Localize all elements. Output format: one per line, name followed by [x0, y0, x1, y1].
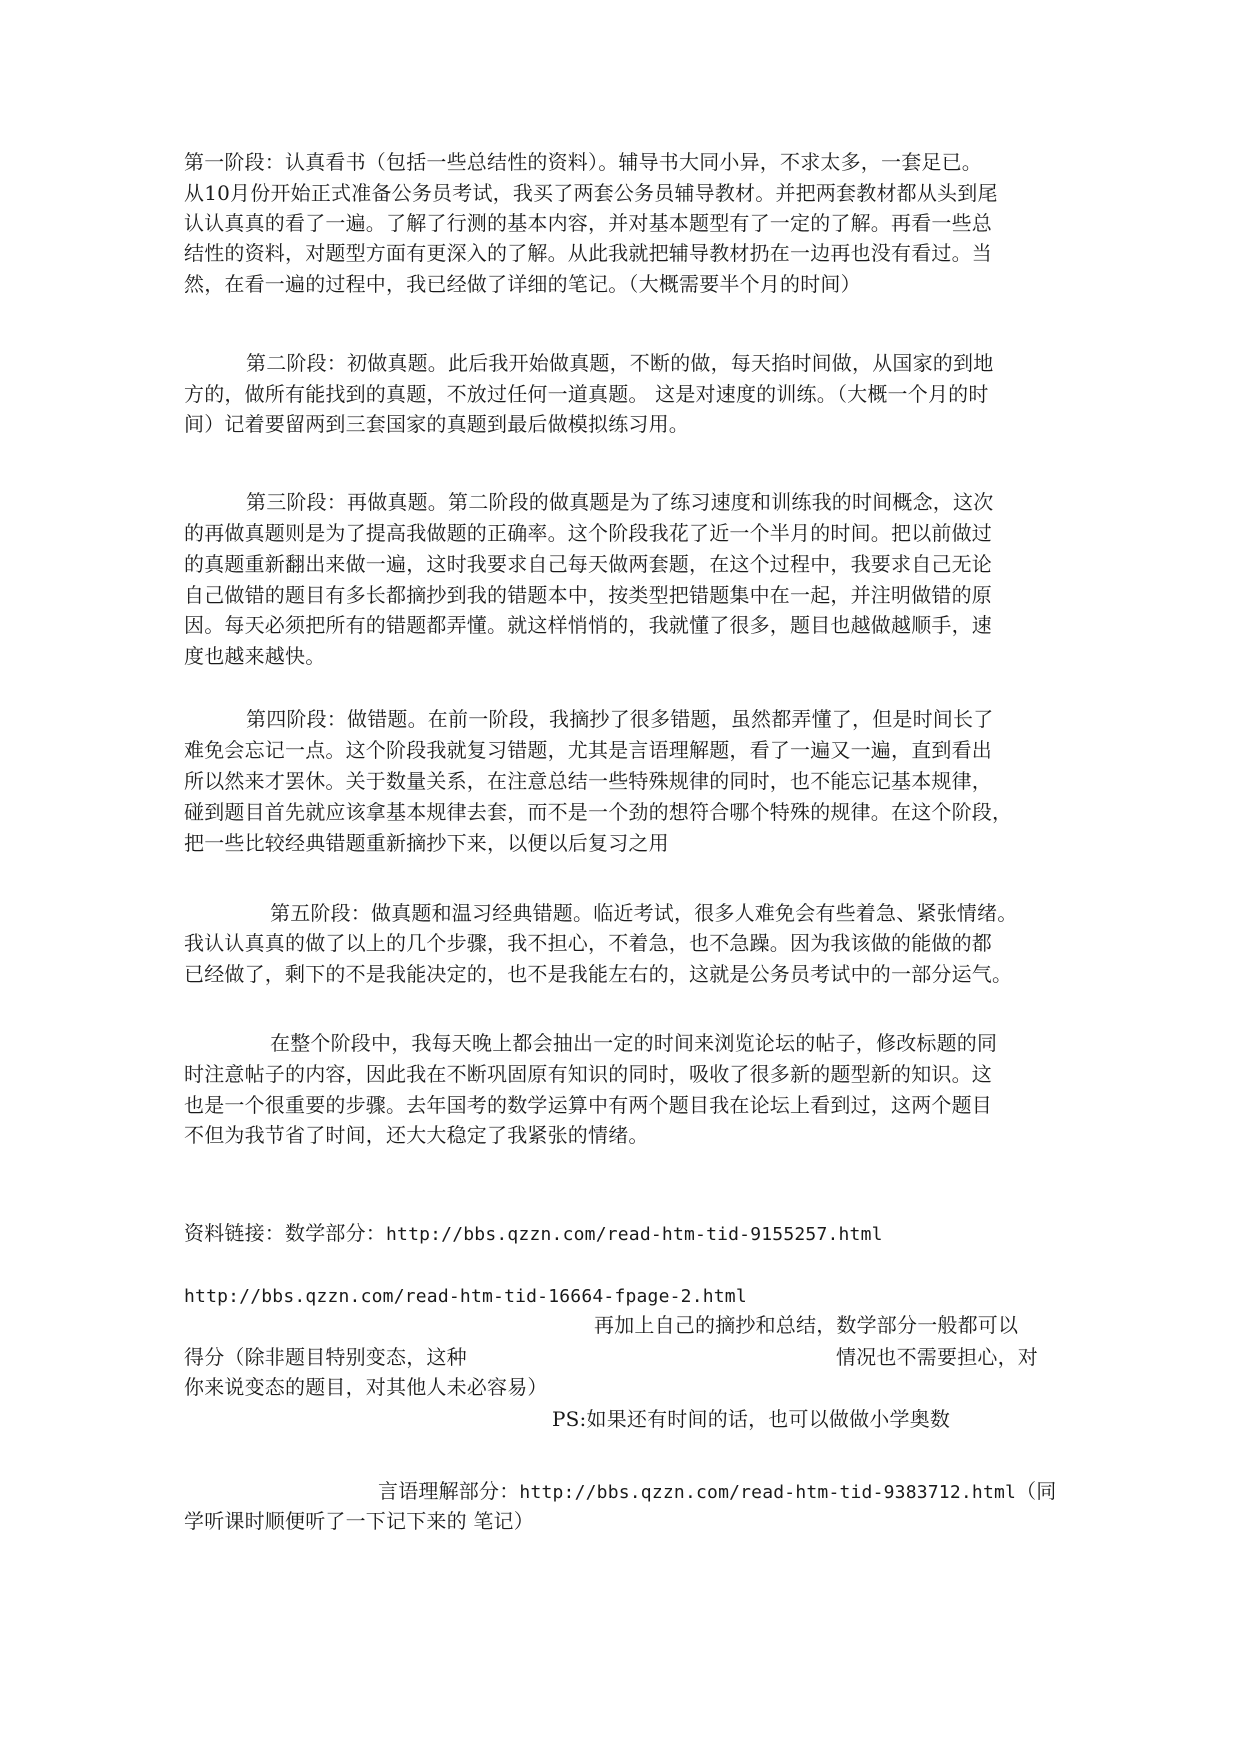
math-label: 资料链接：数学部分： — [184, 1221, 386, 1245]
paragraph-2-line-3: 间）记着要留两到三套国家的真题到最后做模拟练习用。 — [184, 412, 689, 436]
paragraph-4-line-1: 第四阶段：做错题。在前一阶段，我摘抄了很多错题，虽然都弄懂了，但是时间长了 — [246, 707, 994, 731]
math-links-line — [184, 1220, 883, 1246]
paragraph-1-line-4: 结性的资料，对题型方面有更深入的了解。从此我就把辅导教材扔在一边再也没有看过。当 — [184, 241, 992, 265]
paragraph-4-line-3: 所以然来才罢休。关于数量关系，在注意总结一些特殊规律的同时，也不能忘记基本规律， — [184, 769, 992, 793]
paragraph-1-line-3: 认认真真的看了一遍。了解了行测的基本内容，并对基本题型有了一定的了解。再看一些总 — [184, 211, 992, 235]
note-line-1: 再加上自己的摘抄和总结，数学部分一般都可以 — [594, 1313, 1019, 1337]
paragraph-4-line-4: 碰到题目首先就应该拿基本规律去套，而不是一个劲的想符合哪个特殊的规律。在这个阶段， — [184, 800, 1013, 824]
verbal-label: 言语理解部分： — [378, 1479, 520, 1503]
verbal-link[interactable]: http://bbs.qzzn.com/read-htm-tid-9383712.html — [519, 1482, 1017, 1503]
verbal-line-2: 学听课时顺便听了一下记下来的 笔记） — [184, 1509, 534, 1533]
paragraph-5-line-1: 第五阶段：做真题和温习经典错题。临近考试，很多人难免会有些着急、紧张情绪。 — [270, 901, 1018, 925]
paragraph-4-line-5: 把一些比较经典错题重新摘抄下来，以便以后复习之用 — [184, 831, 669, 855]
paragraph-5-line-2: 我认认真真的做了以上的几个步骤，我不担心，不着急，也不急躁。因为我该做的能做的都 — [184, 931, 992, 955]
ps-line: PS:如果还有时间的话，也可以做做小学奥数 — [552, 1407, 951, 1431]
note-line-3: 你来说变态的题目，对其他人未必容易） — [184, 1375, 548, 1399]
paragraph-1-line-5: 然，在看一遍的过程中，我已经做了详细的笔记。（大概需要半个月的时间） — [184, 272, 861, 296]
paragraph-1-line-1: 第一阶段：认真看书（包括一些总结性的资料）。辅导书大同小异，不求太多，一套足已。 — [184, 150, 982, 174]
paragraph-3-line-6: 度也越来越快。 — [184, 644, 326, 668]
paragraph-3-line-1: 第三阶段：再做真题。第二阶段的做真题是为了练习速度和训练我的时间概念，这次 — [246, 490, 994, 514]
paragraph-3-line-4: 自己做错的题目有多长都摘抄到我的错题本中，按类型把错题集中在一起，并注明做错的原 — [184, 583, 992, 607]
paragraph-1-line-2: 从10月份开始正式准备公务员考试，我买了两套公务员辅导教材。并把两套教材都从头到尾 — [184, 181, 998, 205]
verbal-links-line — [378, 1478, 1056, 1504]
paragraph-3-line-2: 的再做真题则是为了提高我做题的正确率。这个阶段我花了近一个半月的时间。把以前做过 — [184, 521, 992, 545]
paragraph-2-line-2: 方的，做所有能找到的真题，不放过任何一道真题。 这是对速度的训练。（大概一个月的时 — [184, 382, 989, 406]
note-line-2b: 情况也不需要担心，对 — [836, 1345, 1038, 1369]
paragraph-3-line-5: 因。每天必须把所有的错题都弄懂。就这样悄悄的，我就懂了很多，题目也越做越顺手，速 — [184, 613, 992, 637]
paragraph-6-line-4: 不但为我节省了时间，还大大稳定了我紧张的情绪。 — [184, 1123, 649, 1147]
paragraph-6-line-2: 时注意帖子的内容，因此我在不断巩固原有知识的同时，吸收了很多新的题型新的知识。这 — [184, 1062, 992, 1086]
paragraph-3-line-3: 的真题重新翻出来做一遍，这时我要求自己每天做两套题，在这个过程中，我要求自己无论 — [184, 552, 992, 576]
paragraph-6-line-3: 也是一个很重要的步骤。去年国考的数学运算中有两个题目我在论坛上看到过，这两个题目 — [184, 1093, 992, 1117]
math-link-1[interactable]: http://bbs.qzzn.com/read-htm-tid-9155257.html — [386, 1224, 883, 1245]
math-link-2[interactable]: http://bbs.qzzn.com/read-htm-tid-16664-fpage-2.html — [184, 1286, 747, 1307]
verbal-tail: （同 — [1016, 1479, 1057, 1503]
note-line-2a: 得分（除非题目特别变态，这种 — [184, 1345, 467, 1369]
paragraph-2-line-1: 第二阶段：初做真题。此后我开始做真题，不断的做，每天掐时间做，从国家的到地 — [246, 351, 994, 375]
paragraph-4-line-2: 难免会忘记一点。这个阶段我就复习错题，尤其是言语理解题，看了一遍又一遍，直到看出 — [184, 738, 992, 762]
paragraph-5-line-3: 已经做了，剩下的不是我能决定的，也不是我能左右的，这就是公务员考试中的一部分运气。 — [184, 962, 1013, 986]
paragraph-6-line-1: 在整个阶段中，我每天晚上都会抽出一定的时间来浏览论坛的帖子，修改标题的同 — [270, 1031, 998, 1055]
